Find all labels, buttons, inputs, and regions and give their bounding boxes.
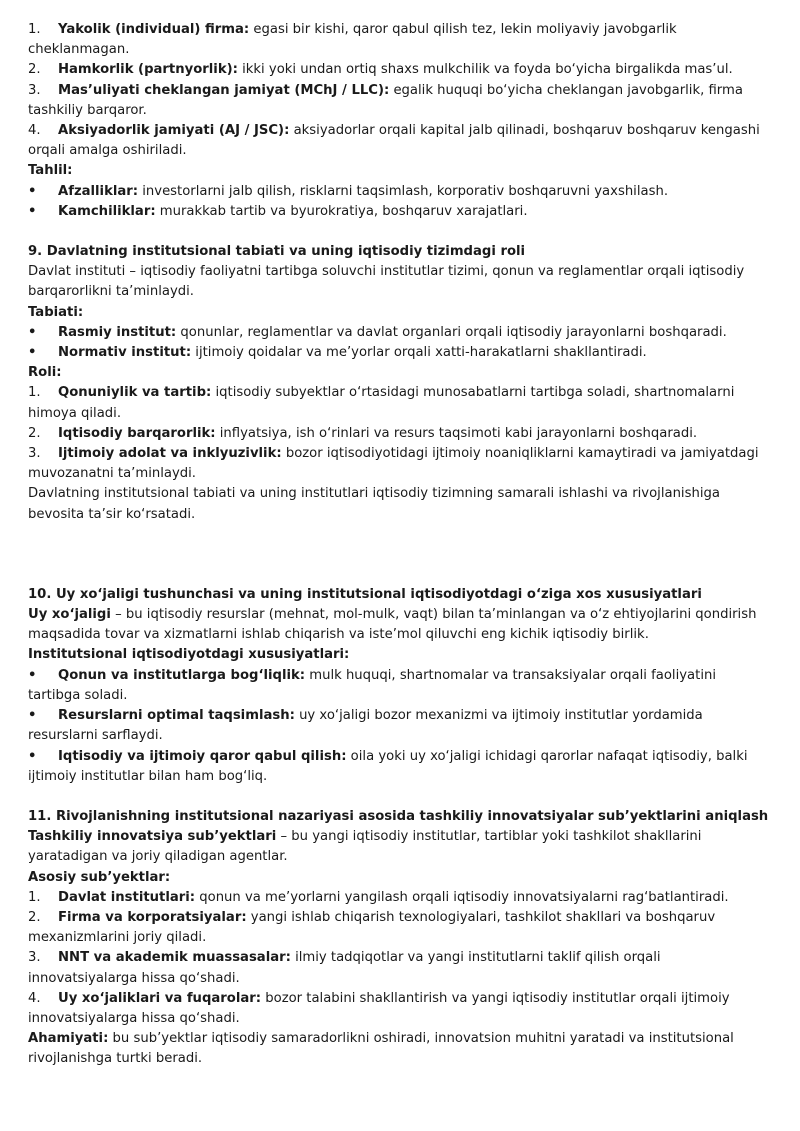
bullet-item: • Afzalliklar: investorlarni jalb qilish, risklarni taqsimlash, korporativ boshqaruvni yaxshilash. — [28, 182, 772, 202]
list-item: 1. Yakolik (individual) firma: egasi bir kishi, qaror qabul qilish tez, lekin moliyaviy javobgarlik cheklanmagan. — [28, 22, 677, 58]
bullet-item: • Resurslarni optimal taqsimlash: uy xo‘jaligi bozor mexanizmi va ijtimoiy institutlar yordamida resurslarni sarflaydi. — [28, 708, 703, 744]
list-item: 3. NNT va akademik muassasalar: ilmiy tadqiqotlar va yangi institutlarni taklif qilish orqali innovatsiyalarga hissa qo‘shadi. — [28, 950, 661, 986]
section-9 — [28, 242, 772, 525]
list-item: 1. Davlat institutlari: qonun va me’yorlarni yangilash orqali iqtisodiy innovatsiyalarni rag‘batlantiradi. — [28, 889, 729, 905]
bullet-item: • Rasmiy institut: qonunlar, reglamentlar va davlat organlari orqali iqtisodiy jarayonlarni boshqaradi. — [28, 323, 772, 343]
role-label: Roli: — [28, 365, 62, 381]
bullet-item: • Kamchiliklar: murakkab tartib va byurokratiya, boshqaruv xarajatlari. — [28, 202, 772, 222]
list-item: 4. Uy xo‘jaliklari va fuqarolar: bozor talabini shakllantirish va yangi iqtisodiy institutlar orqali ijtimoiy innovatsiyalarga hissa qo‘shadi. — [28, 990, 730, 1026]
spacer — [28, 525, 772, 585]
list-item: 1. Qonuniylik va tartib: iqtisodiy subyektlar o‘rtasidagi munosabatlarni tartibga soladi, shartnomalarni himoya qiladi. — [28, 385, 735, 421]
section-heading: 11. Rivojlanishning institutsional nazariyasi asosida tashkiliy innovatsiyalar sub’yektlarini aniqlash — [28, 808, 769, 824]
importance: Ahamiyati: bu sub’yektlar iqtisodiy samaradorlikni oshiradi, innovatsion muhitni yaratadi va institutsional rivojlanishga turtki beradi. — [28, 1031, 734, 1067]
bullet-icon: • — [28, 667, 37, 683]
subjects-label: Asosiy sub’yektlar: — [28, 869, 171, 885]
bullet-icon: • — [28, 324, 37, 340]
bullet-icon: • — [28, 183, 37, 199]
spacer — [28, 222, 772, 242]
list-item: 3. Mas’uliyati cheklangan jamiyat (MChJ / LLC): egalik huquqi bo‘yicha cheklangan javobgarlik, firma tashkiliy barqaror. — [28, 82, 743, 118]
section-heading: 10. Uy xo‘jaligi tushunchasi va uning institutsional iqtisodiyotdagi o‘ziga xos xususiyatlari — [28, 586, 702, 602]
bullet-icon: • — [28, 748, 37, 764]
bullet-item: • Normativ institut: ijtimoiy qoidalar va me’yorlar orqali xatti-harakatlarni shakllantiradi. — [28, 343, 772, 363]
definition: Tashkiliy innovatsiya sub’yektlari – bu yangi iqtisodiy institutlar, tartiblar yoki tashkilot shakllarini yaratadigan va joriy qiladigan agentlar. — [28, 829, 702, 865]
list-item: 3. Ijtimoiy adolat va inklyuzivlik: bozor iqtisodiyotidagi ijtimoiy noaniqliklarni kamaytiradi va jamiyatdagi muvozanatni ta’minlaydi. — [28, 446, 759, 482]
list-item: 2. Firma va korporatsiyalar: yangi ishlab chiqarish texnologiyalari, tashkilot shakllari va boshqaruv mexanizmlarini joriy qiladi. — [28, 909, 716, 946]
firm-types-list — [28, 20, 772, 222]
bullet-icon: • — [28, 345, 37, 361]
spacer — [28, 787, 772, 807]
list-item: 4. Aksiyadorlik jamiyati (AJ / JSC): aksiyadorlar orqali kapital jalb qilinadi, boshqaruv boshqaruv kengashi orqali amalga oshiriladi. — [28, 123, 760, 159]
section-11 — [28, 807, 772, 1070]
bullet-icon: • — [28, 203, 37, 219]
analysis-label: Tahlil: — [28, 163, 73, 179]
definition: Uy xo‘jaligi – bu iqtisodiy resurslar (mehnat, mol-mulk, vaqt) bilan ta’minlangan va o‘z ehtiyojlarini qondirish maqsadida tovar va xizmatlarni ishlab chiqarish va iste’mol qiluvchi eng kichik iqtisodiy birlik. — [28, 607, 757, 643]
section-conclusion: Davlatning institutsional tabiati va uning institutlari iqtisodiy tizimning samarali ishlashi va rivojlanishiga bevosita ta’sir ko‘rsatadi. — [28, 486, 720, 522]
bullet-item: • Qonun va institutlarga bog‘liqlik: mulk huquqi, shartnomalar va transaksiyalar orqali faoliyatini tartibga soladi. — [28, 667, 716, 703]
section-10 — [28, 585, 772, 787]
section-heading: 9. Davlatning institutsional tabiati va uning iqtisodiy tizimdagi roli — [28, 244, 526, 260]
list-item: 2. Iqtisodiy barqarorlik: inflyatsiya, ish o‘rinlari va resurs taqsimoti kabi jarayonlarni boshqaradi. — [28, 425, 698, 441]
nature-label: Tabiati: — [28, 304, 84, 320]
bullet-icon: • — [28, 708, 37, 724]
list-item: 2. Hamkorlik (partnyorlik): ikki yoki undan ortiq shaxs mulkchilik va foyda bo‘yicha birgalikda mas’ul. — [28, 62, 733, 78]
bullet-item: • Iqtisodiy va ijtimoiy qaror qabul qilish: oila yoki uy xo‘jaligi ichidagi qarorlar nafaqat iqtisodiy, balki ijtimoiy institutlar bilan ham bog‘liq. — [28, 748, 748, 784]
section-intro: Davlat instituti – iqtisodiy faoliyatni tartibga soluvchi institutlar tizimi, qonun va reglamentlar orqali iqtisodiy barqarorlikni ta’minlaydi. — [28, 264, 745, 300]
features-label: Institutsional iqtisodiyotdagi xususiyatlari: — [28, 647, 350, 663]
